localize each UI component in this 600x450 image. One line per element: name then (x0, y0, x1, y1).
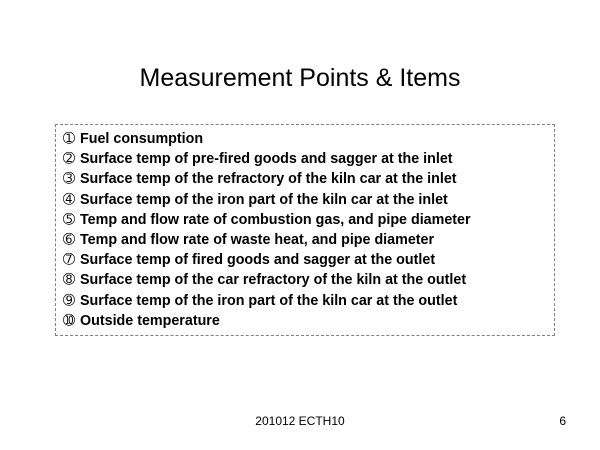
item-text: Outside temperature (80, 312, 220, 329)
list-item (63, 149, 554, 169)
list-item (63, 129, 554, 149)
item-number: ➇ (63, 272, 75, 289)
measurement-points-box (55, 124, 555, 336)
item-text: Temp and flow rate of combustion gas, and pipe diameter (80, 211, 471, 228)
item-text: Surface temp of pre-fired goods and sagger at the inlet (80, 151, 453, 168)
list-item (63, 190, 554, 210)
list-item (63, 291, 554, 311)
item-number: ➂ (63, 171, 75, 188)
item-number: ➀ (63, 131, 75, 147)
list-item (63, 270, 554, 290)
page-number: 6 (559, 414, 566, 428)
item-text: Surface temp of the car refractory of the kiln at the outlet (80, 272, 467, 289)
slide-title: Measurement Points & Items (139, 64, 461, 92)
item-text: Fuel consumption (80, 131, 204, 147)
list-item (63, 169, 554, 189)
item-text: Surface temp of fired goods and sagger at the outlet (80, 252, 436, 269)
item-text: Surface temp of the iron part of the kiln car at the inlet (80, 191, 448, 208)
item-number: ➅ (63, 232, 75, 249)
item-number: ➃ (63, 191, 75, 208)
list-item (63, 250, 554, 270)
measurement-points-list (63, 129, 554, 331)
item-text: Surface temp of the iron part of the kiln car at the outlet (80, 292, 458, 309)
list-item (63, 210, 554, 230)
item-number: ➉ (63, 312, 75, 329)
item-number: ➄ (63, 211, 75, 228)
item-text: Surface temp of the refractory of the kiln car at the inlet (80, 171, 457, 188)
list-item (63, 230, 554, 250)
footer-label: 201012 ECTH10 (255, 414, 345, 428)
list-item (63, 311, 554, 331)
item-number: ➈ (63, 292, 75, 309)
item-number: ➆ (63, 252, 75, 269)
item-number: ➁ (63, 151, 75, 168)
item-text: Temp and flow rate of waste heat, and pipe diameter (80, 232, 435, 249)
